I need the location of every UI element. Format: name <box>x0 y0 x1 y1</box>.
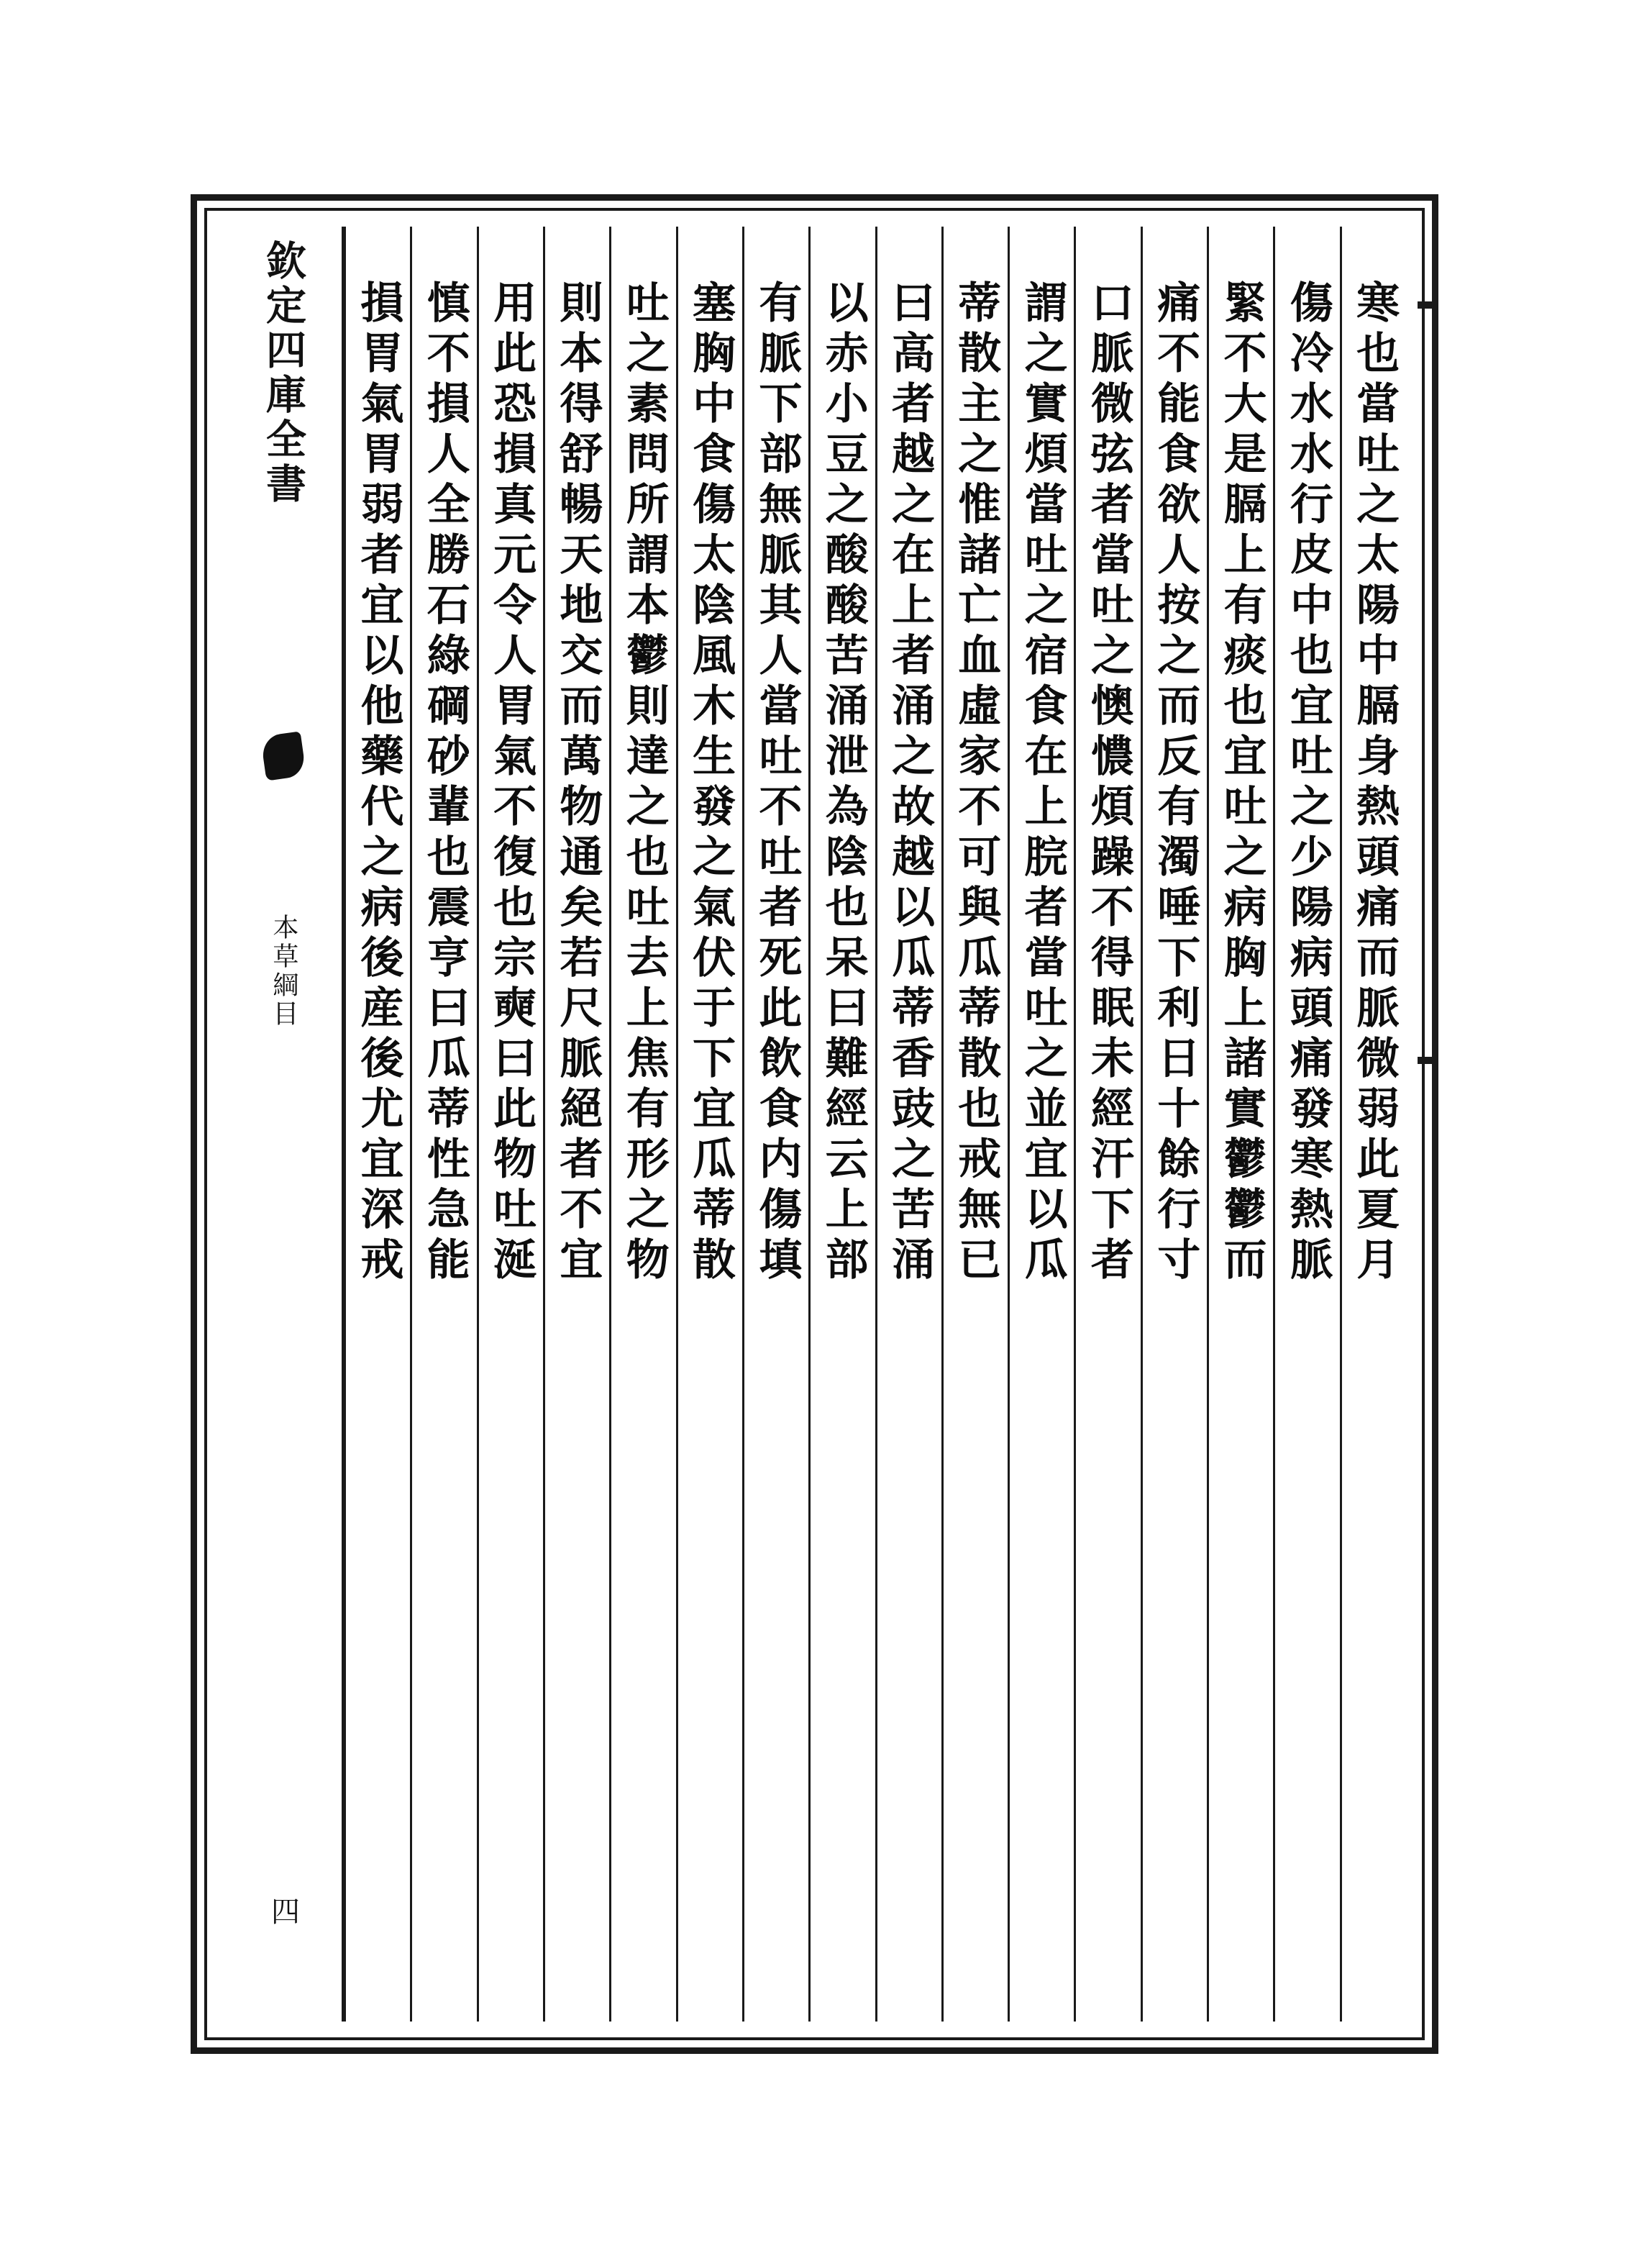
book-title-label: 本草綱目 <box>268 914 298 1029</box>
text-column-8 <box>875 227 941 2022</box>
text-column-2 <box>1273 227 1339 2022</box>
column-text: 損胃氣胃弱者宜以他藥代之病後産後尤宜深戒 <box>353 280 404 1287</box>
text-column-12 <box>609 227 675 2022</box>
header-title: 欽定四庫全書 <box>260 240 307 507</box>
column-text: 曰高者越之在上者涌之故越以瓜蒂香豉之苦涌 <box>884 280 935 1287</box>
column-text: 吐之素問所謂本鬱則達之也吐去上焦有形之物 <box>619 280 670 1287</box>
column-text: 蒂散主之惟諸亡血虛家不可與瓜蒂散也戒無已 <box>951 280 1002 1287</box>
banner-column <box>223 227 344 2022</box>
page-frame <box>191 194 1438 2054</box>
text-column-9 <box>808 227 875 2022</box>
text-column-11 <box>676 227 742 2022</box>
column-text: 慎不損人全勝石綠碙砂輩也震亨曰瓜蒂性急能 <box>419 280 470 1287</box>
column-text: 則本得舒暢天地交而萬物通矣若尺脈絕者不宜 <box>552 280 603 1287</box>
text-column-1 <box>1340 227 1406 2022</box>
text-body <box>223 227 1406 2022</box>
text-column-10 <box>742 227 808 2022</box>
column-text: 傷冷水水行皮中也宜吐之少陽病頭痛發寒熱脈 <box>1282 280 1333 1287</box>
column-text: 寒也當吐之太陽中膈身熱頭痛而脈微弱此夏月 <box>1349 280 1400 1287</box>
column-text: 塞胸中食傷太陰風木生發之氣伏于下宜瓜蒂散 <box>685 280 736 1287</box>
banner-separator <box>342 227 344 2022</box>
column-text: 痛不能食欲人按之而反有濁唾下利日十餘行寸 <box>1150 280 1201 1287</box>
column-text: 用此恐損真元令人胃氣不復也宗奭曰此物吐涎 <box>486 280 537 1287</box>
column-text: 口脈微弦者當吐之懊憹煩躁不得眠未經汗下者 <box>1083 280 1134 1287</box>
text-column-3 <box>1207 227 1273 2022</box>
column-text: 有脈下部無脈其人當吐不吐者死此飲食内傷填 <box>752 280 803 1287</box>
text-column-5 <box>1074 227 1140 2022</box>
ink-blot-mark <box>260 731 306 781</box>
page-number: 四 <box>266 1896 300 1928</box>
page-frame-inner-border <box>204 208 1425 2040</box>
text-column-16 <box>344 227 410 2022</box>
column-text: 以赤小豆之酸酸苦涌泄為陰也呆曰難經云上部 <box>818 280 869 1287</box>
text-column-15 <box>410 227 476 2022</box>
column-text: 謂之實煩當吐之宿食在上脘者當吐之並宜以瓜 <box>1017 280 1068 1287</box>
text-column-13 <box>543 227 609 2022</box>
text-column-14 <box>477 227 543 2022</box>
text-column-4 <box>1141 227 1207 2022</box>
text-column-6 <box>1008 227 1074 2022</box>
column-text: 緊不大是膈上有痰也宜吐之病胸上諸實鬱鬱而 <box>1216 280 1267 1287</box>
text-column-7 <box>941 227 1008 2022</box>
